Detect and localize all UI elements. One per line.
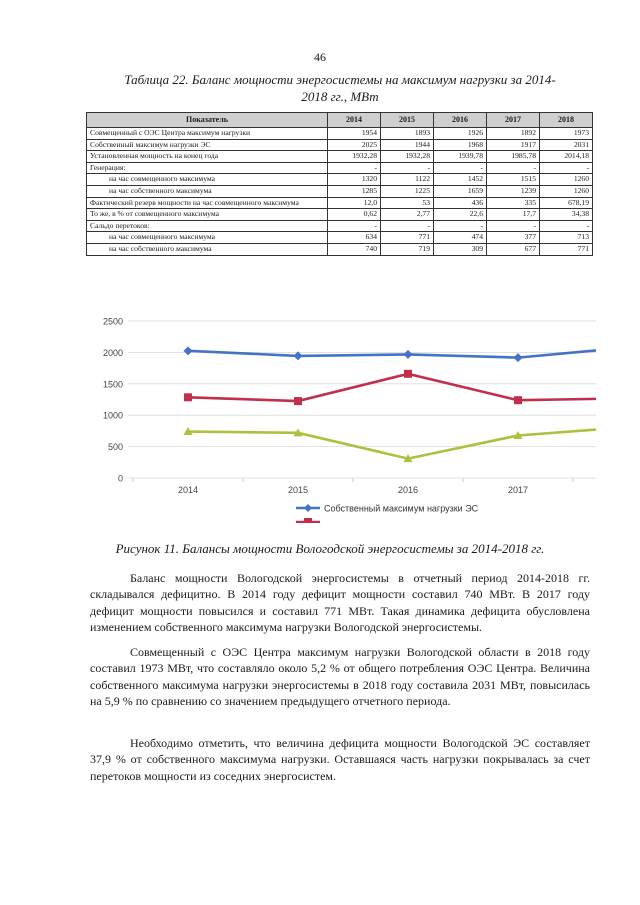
data-point-square	[184, 393, 192, 401]
table-row	[87, 174, 593, 186]
legend-marker-square	[304, 518, 312, 523]
y-tick-label: 500	[107, 442, 123, 453]
row-value: 17,7	[487, 209, 540, 221]
row-label: То же, в % от совмещенного максимума	[87, 209, 328, 221]
row-value: 1225	[381, 185, 434, 197]
row-value: 1926	[434, 128, 487, 140]
power-balance-table	[86, 112, 593, 256]
chart-svg	[88, 303, 598, 523]
row-value: 1932,28	[328, 151, 381, 163]
header-indicator: Показатель	[87, 113, 328, 128]
row-value: 1917	[487, 139, 540, 151]
header-2014: 2014	[328, 113, 381, 128]
row-value: 335	[487, 197, 540, 209]
legend-label: Собственный максимум нагрузки ЭС	[324, 503, 479, 514]
row-value: 1239	[487, 185, 540, 197]
header-2017: 2017	[487, 113, 540, 128]
row-label: Установленная мощность на конец года	[87, 151, 328, 163]
row-value: -	[328, 162, 381, 174]
row-label: на час совмещенного максимума	[87, 232, 328, 244]
row-value: 719	[381, 243, 434, 255]
header-2015: 2015	[381, 113, 434, 128]
header-2018: 2018	[540, 113, 593, 128]
table-body	[87, 128, 593, 256]
table-row	[87, 151, 593, 163]
row-value: 1973	[540, 128, 593, 140]
data-point-diamond	[184, 346, 193, 355]
row-value: -	[487, 162, 540, 174]
series-line	[188, 350, 596, 357]
row-value: 1944	[381, 139, 434, 151]
row-label: Совмещенный с ОЭС Центра максимум нагрузки	[87, 128, 328, 140]
table-row	[87, 232, 593, 244]
series-line	[188, 374, 596, 401]
paragraph-1: Баланс мощности Вологодской энергосистемы в отчетный период 2014-2018 гг. складывался дефицитно. В 2014 году дефицит мощности составил 740 МВт. В 2017 году дефицит мощности повысился и составил 771 МВт. Такая динамика дефицита обусловлена изменением собственного максимума нагрузки Вологодской энергосистемы.	[90, 571, 590, 635]
data-point-square	[294, 397, 302, 405]
row-value: 677	[487, 243, 540, 255]
row-value: -	[487, 220, 540, 232]
row-value: -	[540, 162, 593, 174]
row-value: 1954	[328, 128, 381, 140]
y-tick-label: 2500	[102, 316, 123, 327]
table-row	[87, 128, 593, 140]
table-row	[87, 162, 593, 174]
row-value: 1285	[328, 185, 381, 197]
page-number: 46	[314, 50, 326, 64]
figure-caption: Рисунок 11. Балансы мощности Вологодской энергосистемы за 2014-2018 гг.	[115, 541, 545, 556]
y-tick-label: 0	[117, 473, 123, 484]
row-value: -	[540, 220, 593, 232]
data-point-square	[404, 370, 412, 378]
row-value: 2014,18	[540, 151, 593, 163]
row-value: 1659	[434, 185, 487, 197]
row-label: Генерация:	[87, 162, 328, 174]
table-row	[87, 139, 593, 151]
row-value: 474	[434, 232, 487, 244]
row-value: 2025	[328, 139, 381, 151]
row-value: 53	[381, 197, 434, 209]
row-value: 12,0	[328, 197, 381, 209]
row-value: 1260	[540, 185, 593, 197]
series-line	[188, 430, 596, 459]
x-tick-label: 2017	[507, 485, 529, 495]
table-caption	[80, 71, 600, 105]
x-tick-label: 2015	[287, 485, 309, 495]
row-value: 1932,28	[381, 151, 434, 163]
x-tick-label: 2014	[177, 485, 199, 495]
row-value: -	[381, 220, 434, 232]
table-row	[87, 197, 593, 209]
legend-marker-diamond	[304, 504, 312, 512]
data-point-diamond	[404, 350, 413, 359]
row-value: 1939,78	[434, 151, 487, 163]
y-tick-label: 2000	[102, 347, 123, 358]
table-row	[87, 243, 593, 255]
row-value: 1515	[487, 174, 540, 186]
row-value: 740	[328, 243, 381, 255]
row-value: -	[434, 220, 487, 232]
row-value: 22,6	[434, 209, 487, 221]
row-label: на час совмещенного максимума	[87, 174, 328, 186]
y-tick-label: 1000	[102, 410, 123, 421]
row-value: 713	[540, 232, 593, 244]
table-caption-line-2: 2018 гг., МВт	[301, 89, 379, 104]
row-label: на час собственного максимума	[87, 185, 328, 197]
table-row	[87, 185, 593, 197]
row-value: 1122	[381, 174, 434, 186]
row-value: 1260	[540, 174, 593, 186]
row-value: 2,77	[381, 209, 434, 221]
paragraph-3: Необходимо отметить, что величина дефицита мощности Вологодской ЭС составляет 37,9 % от собственного максимума нагрузки. Оставшаяся часть нагрузки покрывалась за счет перетоков мощности из соседних энергосистем.	[90, 736, 590, 783]
row-value: 634	[328, 232, 381, 244]
row-value: 1892	[487, 128, 540, 140]
data-point-diamond	[514, 353, 523, 362]
table-caption-line-1: Таблица 22. Баланс мощности энергосистемы на максимум нагрузки за 2014-	[124, 72, 556, 87]
paragraph-2: Совмещенный с ОЭС Центра максимум нагрузки Вологодской области в 2018 году составил 1973 МВт, что составляло около 5,2 % от общего потребления ОЭС Центра. Величина собственного максимума нагрузки энергосистемы в 2018 году составила 2031 МВт, повысилась на 5,9 % по сравнению со значением предыдущего отчетного периода.	[90, 645, 590, 709]
row-label: на час собственного максимума	[87, 243, 328, 255]
row-value: -	[328, 220, 381, 232]
row-label: Фактический резерв мощности на час совмещенного максимума	[87, 197, 328, 209]
row-value: 1320	[328, 174, 381, 186]
row-value: 1968	[434, 139, 487, 151]
row-label: Собственный максимум нагрузки ЭС	[87, 139, 328, 151]
row-value: 1985,78	[487, 151, 540, 163]
table-header-row	[87, 113, 593, 128]
row-value: 771	[540, 243, 593, 255]
header-2016: 2016	[434, 113, 487, 128]
row-value: 377	[487, 232, 540, 244]
y-tick-label: 1500	[102, 379, 123, 390]
row-value: 436	[434, 197, 487, 209]
row-value: 0,62	[328, 209, 381, 221]
row-value: 2031	[540, 139, 593, 151]
power-balance-chart	[88, 303, 598, 523]
row-value: -	[381, 162, 434, 174]
table-row	[87, 220, 593, 232]
row-value: 1452	[434, 174, 487, 186]
table-row	[87, 209, 593, 221]
row-value: 309	[434, 243, 487, 255]
row-value: 771	[381, 232, 434, 244]
row-value: 678,19	[540, 197, 593, 209]
x-tick-label: 2016	[397, 485, 419, 495]
data-point-square	[514, 396, 522, 404]
row-value: 1893	[381, 128, 434, 140]
row-value: 34,38	[540, 209, 593, 221]
row-label: Сальдо перетоков:	[87, 220, 328, 232]
row-value: -	[434, 162, 487, 174]
